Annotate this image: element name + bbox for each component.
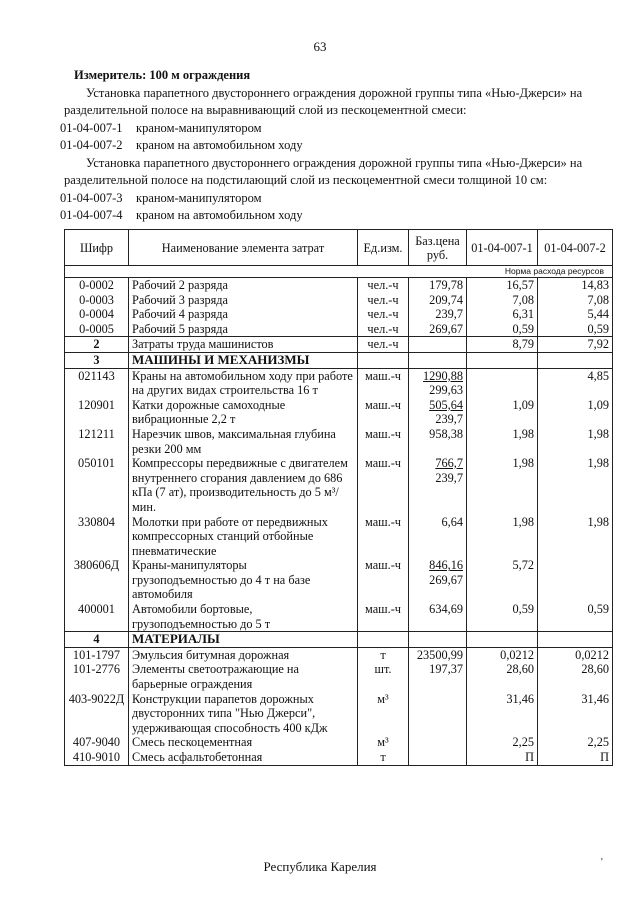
- cell-code: 0-0005: [65, 322, 129, 337]
- cell-code: 407-9040: [65, 735, 129, 750]
- cell-code: 380606Д: [65, 558, 129, 602]
- cell-value-2: 31,46: [538, 692, 613, 736]
- cell-price: [409, 337, 467, 353]
- price-value: 634,69: [429, 602, 463, 617]
- price-value: 209,74: [429, 292, 463, 307]
- cell-code: 0-0004: [65, 307, 129, 322]
- table-row: [65, 558, 613, 602]
- cell-value-1: 6,31: [467, 307, 538, 322]
- cell-value-2: [538, 632, 613, 648]
- cell-price: [409, 352, 467, 368]
- cell-value-2: 1,98: [538, 515, 613, 559]
- cell-value-2: 1,98: [538, 427, 613, 456]
- price-value: 1290,88: [423, 368, 463, 383]
- price-value: 197,37: [429, 662, 463, 677]
- cell-name: Компрессоры передвижные с двигателем внутреннего сгорания давлением до 686 кПа (7 ат), производительность до 5 м³/мин.: [129, 456, 358, 514]
- price-value: 846,16: [429, 558, 463, 573]
- cell-unit: т: [358, 750, 409, 765]
- variant-code: 01-04-007-2: [60, 138, 123, 152]
- cell-price: [409, 750, 467, 765]
- table-row: [65, 750, 613, 765]
- cell-price: [409, 647, 467, 662]
- cell-price: [409, 692, 467, 736]
- cell-price: [409, 632, 467, 648]
- cell-value-1: 2,25: [467, 735, 538, 750]
- cell-unit: маш.-ч: [358, 456, 409, 514]
- cell-code: 403-9022Д: [65, 692, 129, 736]
- cell-unit: [358, 632, 409, 648]
- cell-name: МАТЕРИАЛЫ: [129, 632, 358, 648]
- header-unit: Ед.изм.: [358, 230, 409, 266]
- section-row: [65, 352, 613, 368]
- price-value-secondary: 239,7: [435, 470, 463, 485]
- cell-value-1: 7,08: [467, 293, 538, 308]
- cell-value-1: П: [467, 750, 538, 765]
- cell-code: 050101: [65, 456, 129, 514]
- cell-name: Краны-манипуляторы грузоподъемностью до 4 т на базе автомобиля: [129, 558, 358, 602]
- cell-unit: чел.-ч: [358, 337, 409, 353]
- cell-value-2: 1,09: [538, 398, 613, 427]
- table-row: [65, 692, 613, 736]
- cell-value-2: 0,0212: [538, 647, 613, 662]
- cell-value-2: 7,08: [538, 293, 613, 308]
- cell-name: Молотки при работе от передвижных компрессорных станций отбойные пневматические: [129, 515, 358, 559]
- table-row: [65, 307, 613, 322]
- cell-unit: чел.-ч: [358, 293, 409, 308]
- cell-value-2: 7,92: [538, 337, 613, 353]
- cell-name: МАШИНЫ И МЕХАНИЗМЫ: [129, 352, 358, 368]
- table-row: [65, 662, 613, 691]
- cell-name: Краны на автомобильном ходу при работе на других видах строительства 16 т: [129, 368, 358, 398]
- cell-name: Рабочий 5 разряда: [129, 322, 358, 337]
- cell-value-1: 1,98: [467, 515, 538, 559]
- price-value-secondary: 239,7: [435, 412, 463, 427]
- table-row: [65, 398, 613, 427]
- cell-name: Смесь асфальтобетонная: [129, 750, 358, 765]
- cell-value-2: 1,98: [538, 456, 613, 514]
- table-row: [65, 293, 613, 308]
- header-price-line2: руб.: [426, 247, 449, 262]
- table-body: [65, 278, 613, 766]
- variant-line: [60, 190, 609, 208]
- cell-value-2: 2,25: [538, 735, 613, 750]
- header-col2: 01-04-007-2: [538, 230, 613, 266]
- cell-value-2: [538, 558, 613, 602]
- cell-value-1: 31,46: [467, 692, 538, 736]
- table-row: [65, 602, 613, 632]
- cell-price: [409, 368, 467, 398]
- cell-value-1: [467, 368, 538, 398]
- cell-unit: маш.-ч: [358, 427, 409, 456]
- table-row: [65, 427, 613, 456]
- cell-code: 120901: [65, 398, 129, 427]
- cell-unit: маш.-ч: [358, 602, 409, 632]
- cell-unit: чел.-ч: [358, 307, 409, 322]
- cell-value-1: 1,98: [467, 427, 538, 456]
- cell-price: [409, 456, 467, 514]
- cell-price: [409, 398, 467, 427]
- cell-price: [409, 515, 467, 559]
- cell-value-1: 8,79: [467, 337, 538, 353]
- price-value: 239,7: [435, 307, 463, 322]
- price-value-secondary: 269,67: [429, 572, 463, 587]
- header-col1: 01-04-007-1: [467, 230, 538, 266]
- cell-price: [409, 602, 467, 632]
- cell-code: 3: [65, 352, 129, 368]
- cell-value-1: 0,59: [467, 322, 538, 337]
- cell-code: 400001: [65, 602, 129, 632]
- table-row: [65, 456, 613, 514]
- cell-code: 410-9010: [65, 750, 129, 765]
- cell-price: [409, 278, 467, 293]
- cell-value-1: 0,59: [467, 602, 538, 632]
- cell-value-2: 14,83: [538, 278, 613, 293]
- cell-name: Рабочий 3 разряда: [129, 293, 358, 308]
- cell-unit: м³: [358, 692, 409, 736]
- footer-mark: ': [601, 857, 603, 868]
- cell-value-1: [467, 632, 538, 648]
- cell-unit: чел.-ч: [358, 322, 409, 337]
- table-row: [65, 735, 613, 750]
- cell-price: [409, 735, 467, 750]
- header-price: [409, 230, 467, 266]
- cell-code: 0-0003: [65, 293, 129, 308]
- norm-row: [65, 266, 613, 278]
- table-row: [65, 322, 613, 337]
- cell-unit: чел.-ч: [358, 278, 409, 293]
- variant-line: [60, 120, 609, 138]
- header-code: Шифр: [65, 230, 129, 266]
- cell-value-2: 0,59: [538, 322, 613, 337]
- cell-value-1: 28,60: [467, 662, 538, 691]
- intro-block: [60, 67, 609, 225]
- cell-value-2: 5,44: [538, 307, 613, 322]
- variant-code: 01-04-007-4: [60, 208, 123, 222]
- cell-unit: м³: [358, 735, 409, 750]
- price-value: 23500,99: [416, 647, 463, 662]
- cell-name: Автомобили бортовые, грузоподъемностью до 5 т: [129, 602, 358, 632]
- variant-line: [60, 137, 609, 155]
- price-value: 6,64: [441, 514, 463, 529]
- price-value: 269,67: [429, 321, 463, 336]
- header-price-line1: Баз.цена: [415, 233, 460, 248]
- cell-unit: маш.-ч: [358, 515, 409, 559]
- header-name: Наименование элемента затрат: [129, 230, 358, 266]
- cell-code: 021143: [65, 368, 129, 398]
- cell-name: Конструкции парапетов дорожных двусторонних типа "Нью Джерси", удерживающая способность 400 кДж: [129, 692, 358, 736]
- variant-text: краном-манипулятором: [136, 190, 262, 205]
- cell-value-1: 1,98: [467, 456, 538, 514]
- price-value: 179,78: [429, 278, 463, 292]
- cell-code: 4: [65, 632, 129, 648]
- cell-value-2: 28,60: [538, 662, 613, 691]
- table-row: [65, 278, 613, 293]
- cell-value-2: 0,59: [538, 602, 613, 632]
- cell-price: [409, 427, 467, 456]
- paragraph-1: Установка парапетного двустороннего ограждения дорожной группы типа «Нью-Джерси» на разделительной полосе на выравнивающий слой из пескоцементной смеси:: [64, 85, 583, 117]
- norm-label: Норма расхода ресурсов: [65, 266, 613, 278]
- paragraph-2: Установка парапетного двустороннего ограждения дорожной группы типа «Нью-Джерси» на разделительной полосе на подстилающий слой из пескоцементной смеси толщиной 10 см:: [64, 155, 583, 187]
- section-row: [65, 337, 613, 353]
- footer: Республика Карелия: [263, 859, 377, 874]
- cell-name: Смесь пескоцементная: [129, 735, 358, 750]
- price-value: 505,64: [429, 397, 463, 412]
- variant-code: 01-04-007-3: [60, 190, 123, 205]
- cell-code: 0-0002: [65, 278, 129, 293]
- cell-unit: маш.-ч: [358, 398, 409, 427]
- cell-price: [409, 558, 467, 602]
- cell-price: [409, 307, 467, 322]
- cell-code: 101-2776: [65, 662, 129, 691]
- price-value: 958,38: [429, 426, 463, 441]
- variant-text: краном на автомобильном ходу: [136, 138, 303, 152]
- cell-unit: маш.-ч: [358, 558, 409, 602]
- cell-value-2: 4,85: [538, 368, 613, 398]
- cell-name: Катки дорожные самоходные вибрационные 2,2 т: [129, 398, 358, 427]
- cell-value-1: [467, 352, 538, 368]
- cell-name: Рабочий 2 разряда: [129, 278, 358, 293]
- variant-code: 01-04-007-1: [60, 120, 123, 135]
- table-row: [65, 368, 613, 398]
- variant-text: краном-манипулятором: [136, 120, 262, 135]
- cell-value-2: П: [538, 750, 613, 765]
- cell-value-1: 1,09: [467, 398, 538, 427]
- variant-line: [60, 207, 609, 225]
- cell-name: Рабочий 4 разряда: [129, 307, 358, 322]
- page-number: 63: [313, 39, 327, 54]
- cell-value-2: [538, 352, 613, 368]
- table-row: [65, 515, 613, 559]
- section-row: [65, 632, 613, 648]
- price-value: 766,7: [435, 456, 463, 471]
- cell-value-1: 16,57: [467, 278, 538, 293]
- cell-unit: шт.: [358, 662, 409, 691]
- cell-name: Эмульсия битумная дорожная: [129, 647, 358, 662]
- table-row: [65, 647, 613, 662]
- cell-price: [409, 322, 467, 337]
- variant-text: краном на автомобильном ходу: [136, 208, 303, 222]
- cell-unit: т: [358, 647, 409, 662]
- cell-price: [409, 293, 467, 308]
- cell-unit: [358, 352, 409, 368]
- cell-name: Нарезчик швов, максимальная глубина резки 200 мм: [129, 427, 358, 456]
- cell-value-1: 0,0212: [467, 647, 538, 662]
- table-header-row: [65, 230, 613, 266]
- cell-code: 2: [65, 337, 129, 353]
- resource-table: [64, 229, 613, 766]
- price-value-secondary: 299,63: [429, 383, 463, 398]
- cell-code: 101-1797: [65, 647, 129, 662]
- meter-title: Измеритель: 100 м ограждения: [74, 68, 251, 82]
- cell-price: [409, 662, 467, 691]
- cell-value-1: 5,72: [467, 558, 538, 602]
- cell-code: 121211: [65, 427, 129, 456]
- cell-unit: маш.-ч: [358, 368, 409, 398]
- cell-name: Элементы светоотражающие на барьерные ограждения: [129, 662, 358, 691]
- cell-code: 330804: [65, 515, 129, 559]
- cell-name: Затраты труда машинистов: [129, 337, 358, 353]
